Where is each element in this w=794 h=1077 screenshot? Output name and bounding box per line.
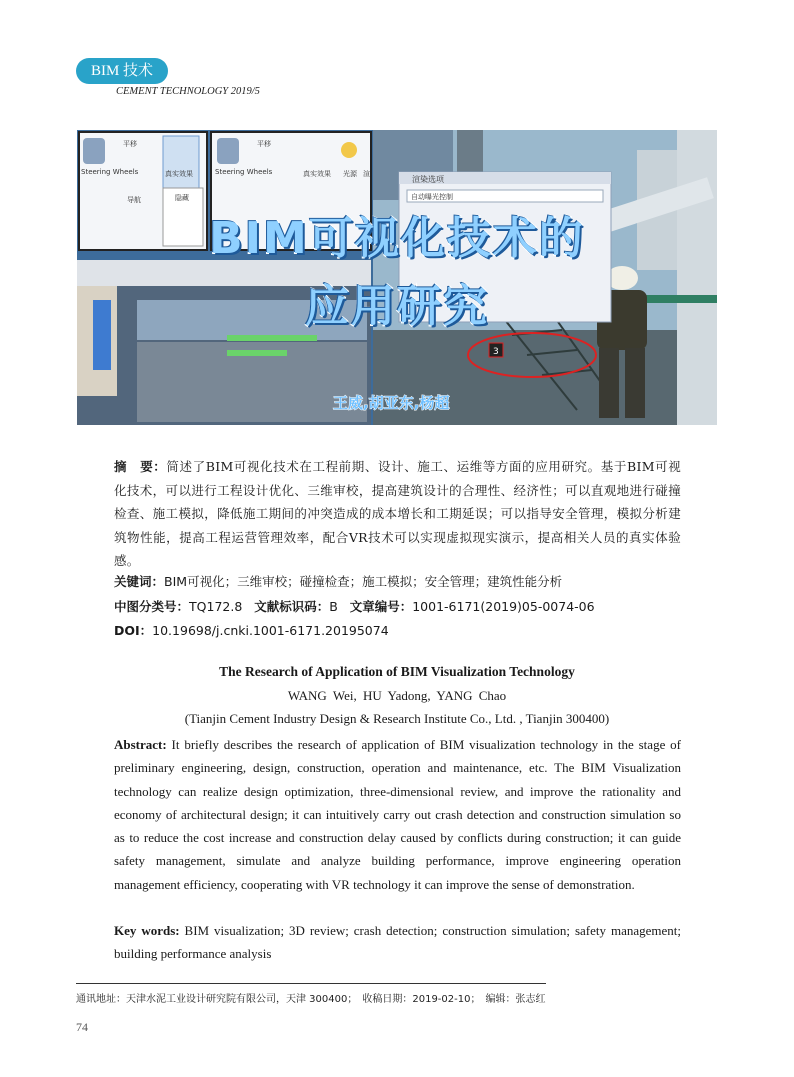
- checkbox-label: 隐藏: [175, 194, 189, 202]
- keywords-cn-text: BIM可视化；三维审校；碰撞检查；施工模拟；安全管理；建筑性能分析: [164, 574, 563, 589]
- doi-value[interactable]: 10.19698/j.cnki.1001-6171.20195074: [152, 623, 389, 638]
- dialog-field: 自动曝光控制: [411, 193, 453, 201]
- hero-authors: 王威,胡亚东,杨超: [333, 394, 450, 412]
- section-badge: BIM 技术: [76, 58, 168, 84]
- english-title: The Research of Application of BIM Visualization Technology: [219, 664, 575, 679]
- pan-label: 平移: [123, 140, 137, 148]
- hero-image: [77, 130, 717, 425]
- hero-title-line2: 应用研究: [305, 281, 489, 332]
- abstract-cn-text: 简述了BIM可视化技术在工程前期、设计、施工、运维等方面的应用研究。基于BIM可视化技术，可以进行工程设计优化、三维审校，提高建筑设计的合理性、经济性；可以直观地进行碰撞检查、施工模拟，降低施工期间的冲突造成的成本增长和工期延误；可以指导安全管理，模拟分析建筑物性能，提高工程运营管理效率，配合VR技术可以实现虚拟现实演示，提高相关人员的真实体验感。: [114, 459, 681, 568]
- journal-header: CEMENT TECHNOLOGY 2019/5: [116, 86, 260, 97]
- english-institution: (Tianjin Cement Industry Design & Research Institute Co., Ltd. , Tianjin 300400): [184, 711, 610, 726]
- english-abstract-text: It briefly describes the research of application of BIM visualization technology in the stage of preliminary engineering, design, construction, operation and maintenance, etc. The BIM Visualization technology can realize design optimization, three-dimensional review, and improve the rationality and economy of architectural design; it can intuitively carry out crash detection and construction simulation so as to reduce the cost increase and construction delay caused by conflicts during construction; it can guide safety management, simulate and analyze building performance, improve engineering operation management efficiency, cooperating with VR technology it can improve the sense of demonstration.: [114, 737, 681, 892]
- doi-label: DOI：: [114, 623, 153, 638]
- steering-wheels-label: Steering Wheels: [81, 168, 139, 176]
- marker-number: 3: [493, 347, 499, 357]
- article-no-label: 文章编号：: [349, 599, 413, 614]
- steering-wheels-label-2: Steering Wheels: [215, 168, 273, 176]
- abstract-cn: [114, 455, 681, 573]
- dialog-title: 渲染选项: [412, 175, 444, 184]
- pan-label-2: 平移: [257, 140, 271, 148]
- english-authors: WANG Wei, HU Yadong, YANG Chao: [287, 688, 507, 703]
- footnote: 通讯地址：天津水泥工业设计研究院有限公司，天津 300400； 收稿日期：2019-02-10； 编辑：张志红: [76, 994, 546, 1005]
- doc-code-value: B: [329, 599, 338, 614]
- article-no-value: 1001-6171(2019)05-0074-06: [412, 599, 595, 614]
- realistic-label-2: 真实效果: [303, 170, 331, 178]
- english-keywords: [114, 919, 681, 966]
- doc-code-label: 文献标识码：: [254, 599, 330, 614]
- realistic-label: 真实效果: [165, 170, 193, 178]
- clc-label: 中图分类号：: [114, 599, 190, 614]
- keywords-cn-label: 关键词：: [114, 574, 165, 589]
- light-label: 光源: [343, 170, 357, 178]
- doi-line: [114, 621, 389, 639]
- clc-value: TQ172.8: [189, 599, 243, 614]
- hero-title-line1: BIM可视化技术的: [209, 213, 585, 264]
- page-number: 74: [76, 1020, 88, 1034]
- english-abstract: [114, 733, 681, 896]
- english-abstract-label: Abstract:: [114, 737, 167, 752]
- abstract-cn-label: 摘 要：: [114, 459, 167, 474]
- render-label: 渲: [363, 170, 370, 178]
- keywords-cn: [114, 572, 562, 590]
- nav-label: 导航: [127, 196, 141, 204]
- classification-line: [114, 597, 595, 615]
- english-keywords-text: BIM visualization; 3D review; crash detection; construction simulation; safety management; building performance analysis: [114, 923, 681, 962]
- footnote-rule: [76, 983, 546, 984]
- english-keywords-label: Key words:: [114, 923, 180, 938]
